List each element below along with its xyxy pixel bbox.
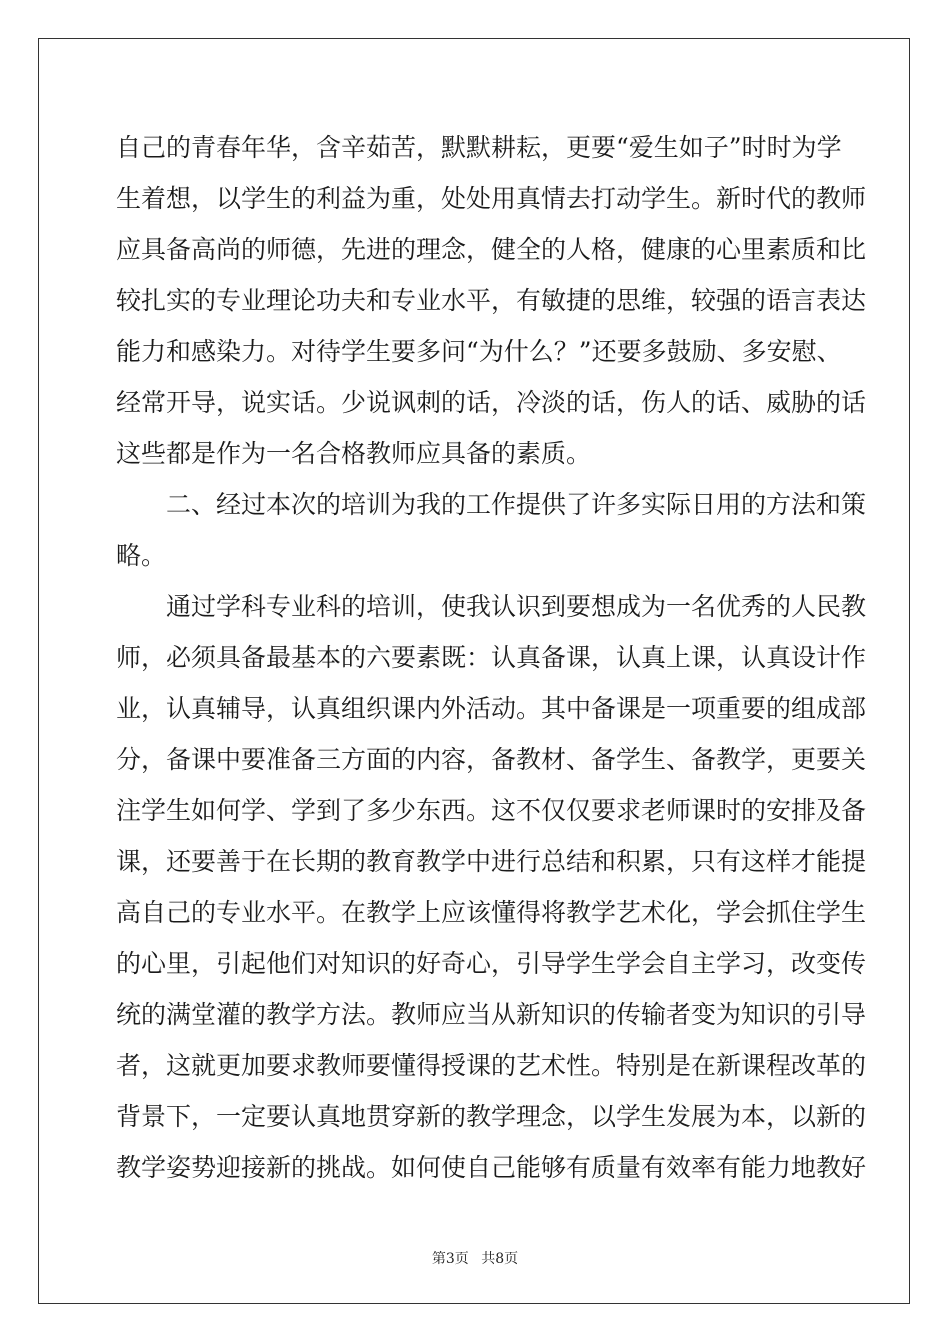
text-line: 师，必须具备最基本的六要素既：认真备课，认真上课，认真设计作 xyxy=(116,643,867,672)
text-line: 统的满堂灌的教学方法。教师应当从新知识的传输者变为知识的引导 xyxy=(116,1000,867,1029)
text-line: 者，这就更加要求教师要懂得授课的艺术性。特别是在新课程改革的 xyxy=(116,1051,867,1080)
text-line: 这些都是作为一名合格教师应具备的素质。 xyxy=(116,439,592,468)
text-line: 高自己的专业水平。在教学上应该懂得将教学艺术化，学会抓住学生 xyxy=(116,898,867,927)
text-line: 应具备高尚的师德，先进的理念，健全的人格，健康的心里素质和比 xyxy=(116,235,867,264)
text-line: 能力和感染力。对待学生要多问“为什么？”还要多鼓励、多安慰、 xyxy=(116,337,842,366)
page-footer xyxy=(0,1248,950,1268)
text-line: 注学生如何学、学到了多少东西。这不仅仅要求老师课时的安排及备 xyxy=(116,796,867,825)
text-line: 背景下，一定要认真地贯穿新的教学理念，以学生发展为本，以新的 xyxy=(116,1102,867,1131)
text-line: 二、经过本次的培训为我的工作提供了许多实际日用的方法和策 xyxy=(116,490,867,519)
body-text xyxy=(116,128,867,1199)
text-line: 业，认真辅导，认真组织课内外活动。其中备课是一项重要的组成部 xyxy=(116,694,867,723)
page-total: 共8页 xyxy=(481,1251,519,1267)
text-line: 通过学科专业科的培训，使我认识到要想成为一名优秀的人民教 xyxy=(116,592,867,621)
text-line: 自己的青春年华，含辛茹苦，默默耕耘，更要“爱生如子”时时为学 xyxy=(116,133,842,162)
text-line: 课，还要善于在长期的教育教学中进行总结和积累，只有这样才能提 xyxy=(116,847,867,876)
text-line: 的心里，引起他们对知识的好奇心，引导学生学会自主学习，改变传 xyxy=(116,949,867,978)
text-line: 教学姿势迎接新的挑战。如何使自己能够有质量有效率有能力地教好 xyxy=(116,1153,867,1182)
text-line: 略。 xyxy=(116,541,167,570)
text-line: 生着想，以学生的利益为重，处处用真情去打动学生。新时代的教师 xyxy=(116,184,867,213)
page-number: 第3页 xyxy=(431,1251,469,1267)
text-line: 分，备课中要准备三方面的内容，备教材、备学生、备教学，更要关 xyxy=(116,745,867,774)
text-line: 较扎实的专业理论功夫和专业水平，有敏捷的思维，较强的语言表达 xyxy=(116,286,867,315)
text-line: 经常开导，说实话。少说讽刺的话，冷淡的话，伤人的话、威胁的话 xyxy=(116,388,867,417)
